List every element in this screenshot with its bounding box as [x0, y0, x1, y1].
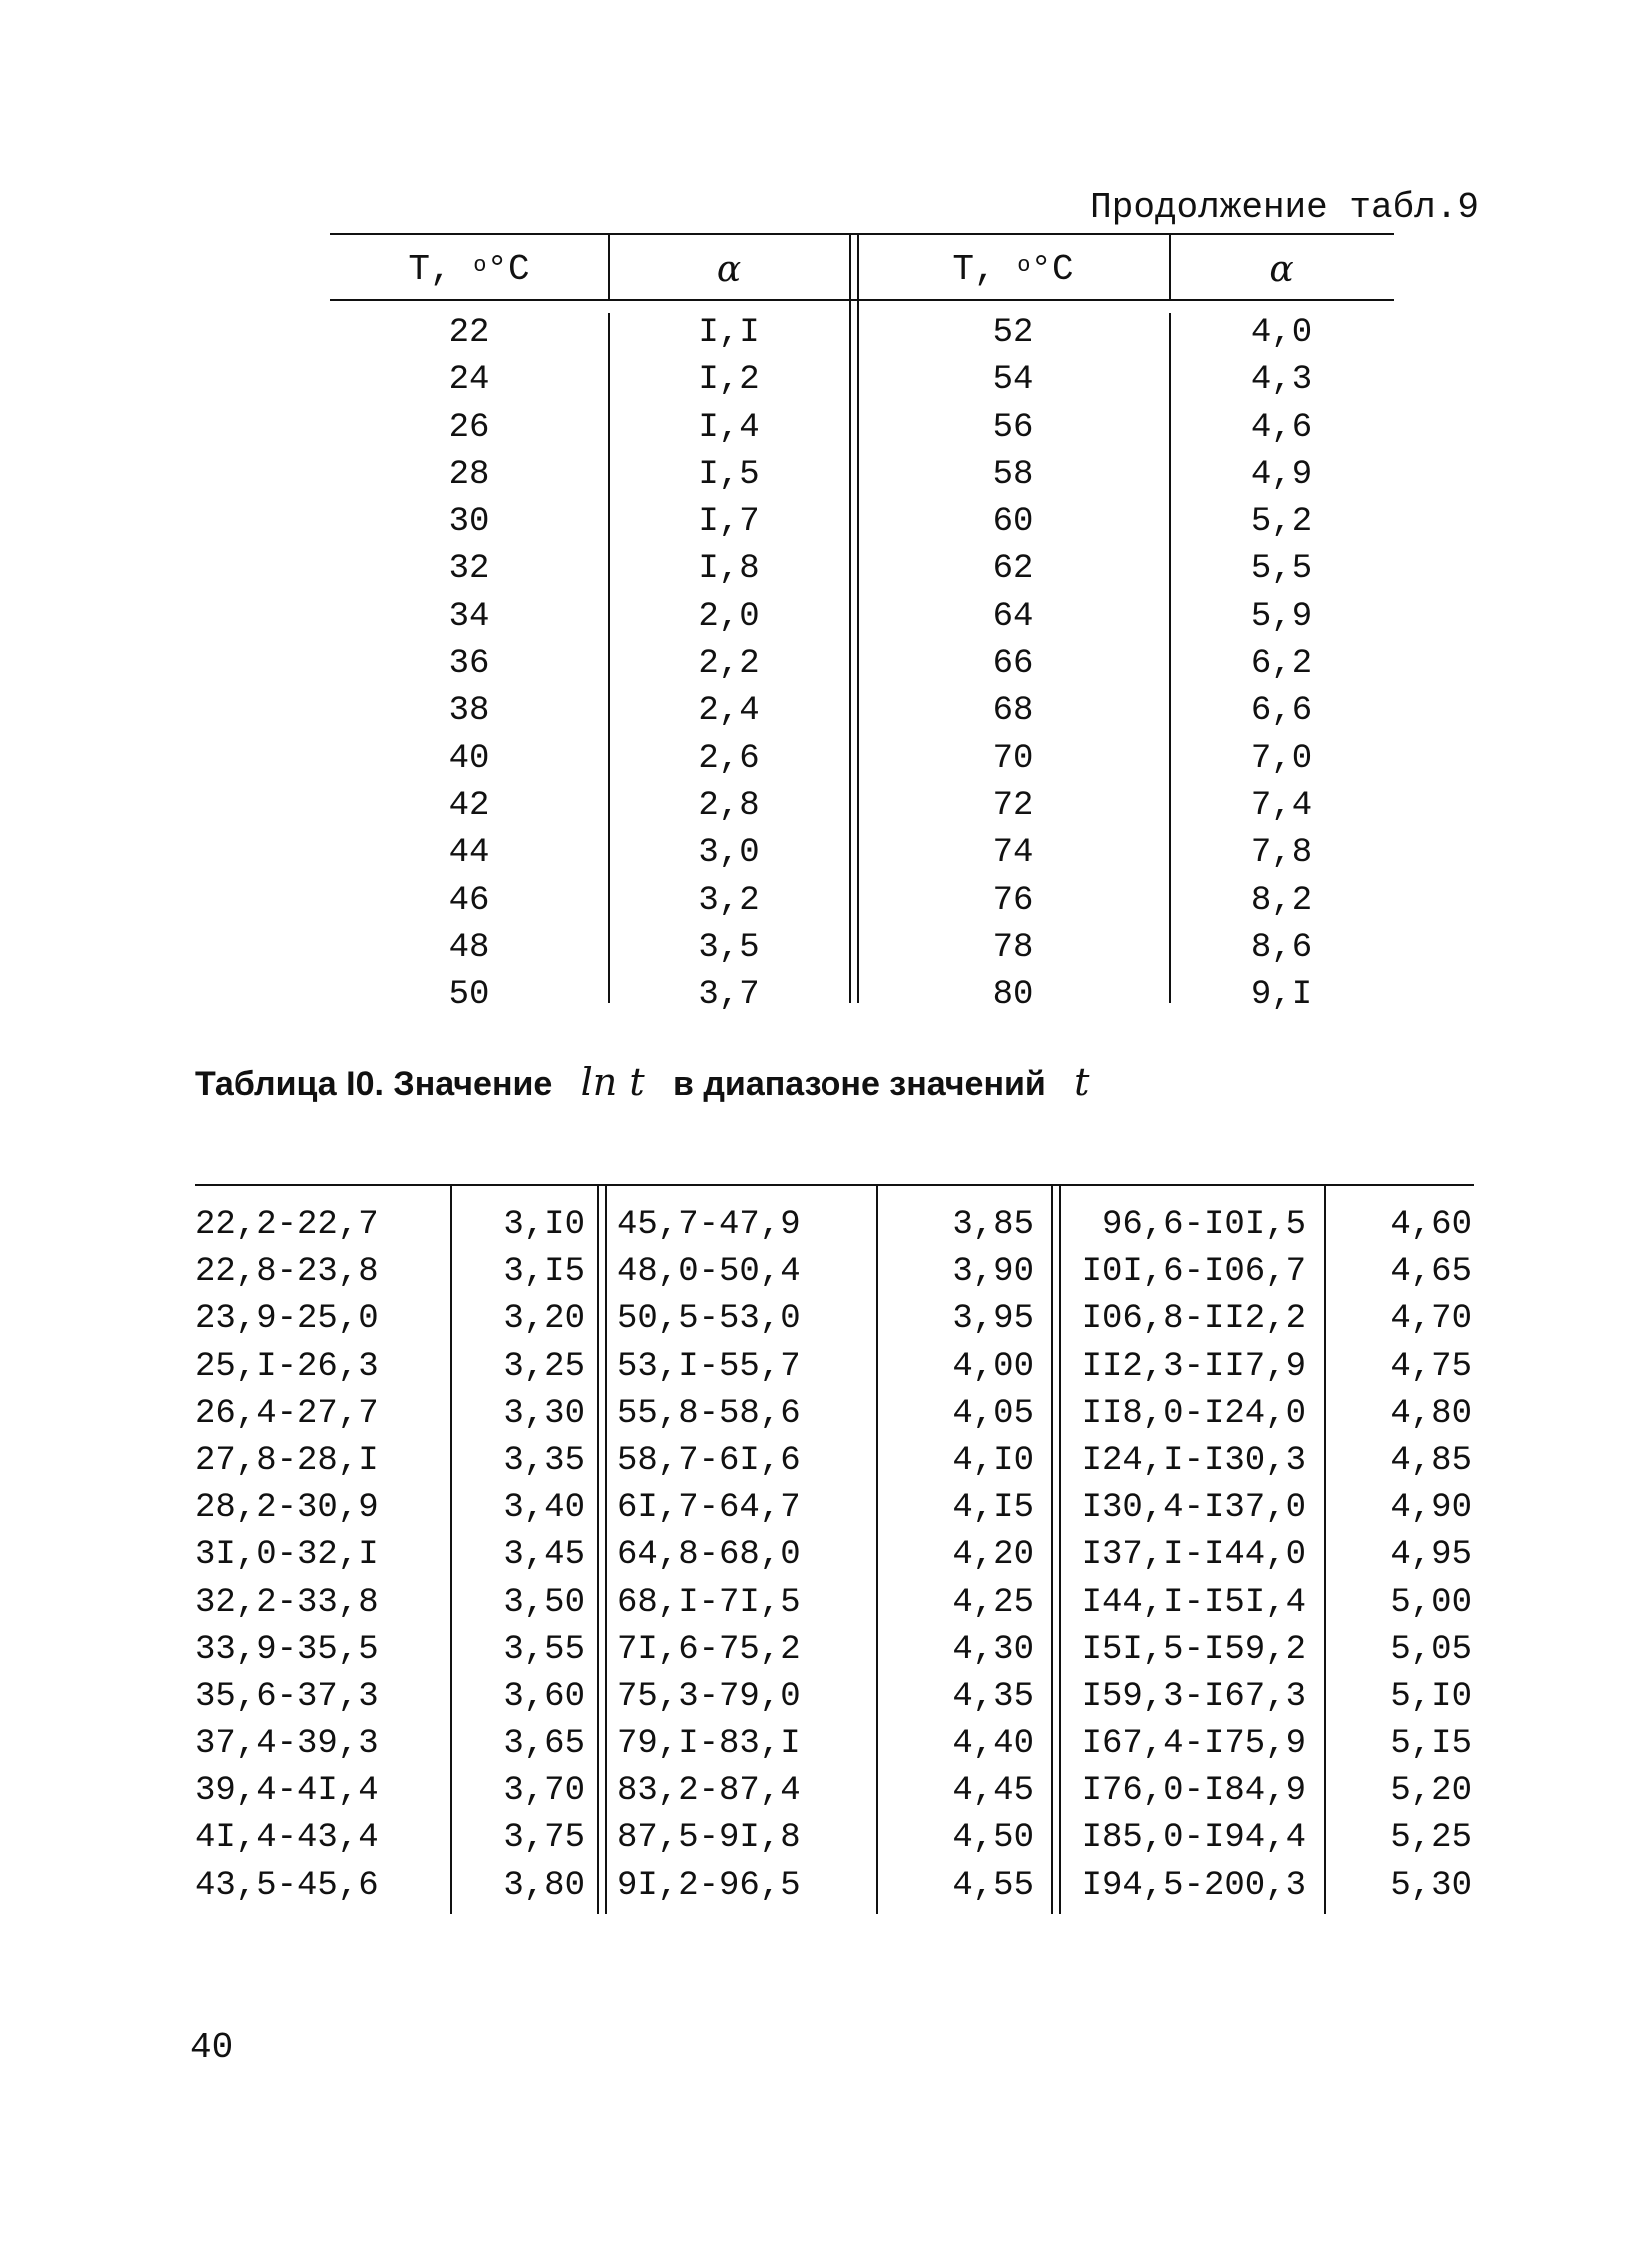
table-cell: 4,40 — [952, 1725, 1034, 1764]
table-cell: 22,8-23,8 — [195, 1253, 379, 1292]
table-cell: 62 — [992, 550, 1034, 589]
table10-double-divider — [1059, 1184, 1061, 1914]
table-cell: 56 — [992, 408, 1034, 447]
table-cell: 4,85 — [1390, 1441, 1472, 1480]
table-cell: 2,6 — [698, 739, 760, 778]
table-cell: 68 — [992, 692, 1034, 731]
table-cell: 3,65 — [503, 1725, 585, 1764]
table-cell: 22 — [448, 314, 490, 352]
degree-mark: o — [1017, 253, 1031, 278]
table-cell: 3,I0 — [503, 1206, 585, 1244]
table-cell: 5,I5 — [1390, 1725, 1472, 1764]
table-cell: 53,I-55,7 — [617, 1347, 801, 1386]
table9-top-rule — [330, 233, 1394, 235]
table-cell: I30,4-I37,0 — [1081, 1489, 1306, 1528]
table-cell: 22,2-22,7 — [195, 1206, 379, 1244]
degree-mark: o — [473, 253, 487, 278]
table-cell: 3,0 — [698, 834, 760, 873]
table-cell: 79,I-83,I — [617, 1725, 801, 1764]
table-cell: 4,0 — [1250, 314, 1313, 352]
table-cell: 36 — [448, 645, 490, 684]
table-cell: I37,I-I44,0 — [1081, 1536, 1306, 1575]
table10-col-range-2 — [617, 1202, 871, 1910]
table-cell: 28 — [448, 455, 490, 494]
table10-col-range-1 — [195, 1202, 445, 1910]
table-cell: 4,I0 — [952, 1441, 1034, 1480]
table10-double-divider — [605, 1184, 607, 1914]
table-cell: 5,I0 — [1390, 1677, 1472, 1716]
table-cell: 58 — [992, 455, 1034, 494]
table-cell: 5,2 — [1250, 503, 1313, 542]
table-cell: 25,I-26,3 — [195, 1347, 379, 1386]
table-cell: 75,3-79,0 — [617, 1677, 801, 1716]
table-cell: 6,6 — [1250, 692, 1313, 731]
table-cell: I76,0-I84,9 — [1081, 1772, 1306, 1811]
table10-divider — [876, 1184, 878, 1914]
table-cell: 33,9-35,5 — [195, 1630, 379, 1669]
table-cell: 4,80 — [1390, 1394, 1472, 1433]
table-cell: 8,2 — [1250, 881, 1313, 920]
table9-col-alpha-right — [1169, 310, 1394, 1019]
table-cell: 4,3 — [1250, 361, 1313, 400]
table-cell: 4,55 — [952, 1866, 1034, 1905]
table10-title-func: ln t — [580, 1060, 645, 1104]
table-cell: II8,0-I24,0 — [1081, 1394, 1306, 1433]
table-cell: 35,6-37,3 — [195, 1677, 379, 1716]
table-cell: 38 — [448, 692, 490, 731]
table9-header-T-left: Т, $^o$°С — [408, 249, 530, 290]
table-cell: 70 — [992, 739, 1034, 778]
table-cell: 7,0 — [1250, 739, 1313, 778]
table9-col-T-right — [857, 310, 1169, 1019]
table9-col-alpha-left — [608, 310, 849, 1019]
table-cell: 3,30 — [503, 1394, 585, 1433]
table-cell: 27,8-28,I — [195, 1441, 379, 1480]
table-cell: 6,2 — [1250, 645, 1313, 684]
table-cell: 7I,6-75,2 — [617, 1630, 801, 1669]
table10-double-divider — [1051, 1184, 1053, 1914]
table-cell: 3I,0-32,I — [195, 1536, 379, 1575]
table-cell: I67,4-I75,9 — [1081, 1725, 1306, 1764]
table9-header-rule — [330, 299, 1394, 301]
table-cell: 76 — [992, 881, 1034, 920]
table-cell: 4,95 — [1390, 1536, 1472, 1575]
table-cell: 4I,4-43,4 — [195, 1819, 379, 1858]
table-cell: 83,2-87,4 — [617, 1772, 801, 1811]
table-cell: 23,9-25,0 — [195, 1300, 379, 1339]
table10-col-value-3 — [1334, 1202, 1472, 1910]
table-cell: 3,20 — [503, 1300, 585, 1339]
table-cell: 54 — [992, 361, 1034, 400]
table-cell: 96,6-I0I,5 — [1101, 1206, 1306, 1244]
table-cell: 87,5-9I,8 — [617, 1819, 801, 1858]
table-cell: 3,I5 — [503, 1253, 585, 1292]
table-cell: 4,50 — [952, 1819, 1034, 1858]
table-cell: 3,40 — [503, 1489, 585, 1528]
table-cell: 3,45 — [503, 1536, 585, 1575]
table-cell: I06,8-II2,2 — [1081, 1300, 1306, 1339]
table-cell: 3,5 — [698, 928, 760, 967]
table-cell: 3,85 — [952, 1206, 1034, 1244]
table-cell: 4,9 — [1250, 455, 1313, 494]
table-cell: 9,I — [1250, 976, 1313, 1015]
table-cell: 2,8 — [698, 786, 760, 825]
table-cell: 72 — [992, 786, 1034, 825]
table10-divider — [1324, 1184, 1326, 1914]
table-cell: I,8 — [698, 550, 760, 589]
table-cell: I,5 — [698, 455, 760, 494]
table-cell: 2,2 — [698, 645, 760, 684]
table-cell: 7,8 — [1250, 834, 1313, 873]
table-cell: I94,5-200,3 — [1081, 1866, 1306, 1905]
table-cell: 39,4-4I,4 — [195, 1772, 379, 1811]
table-cell: 4,00 — [952, 1347, 1034, 1386]
table10-title-mid: в диапазоне значений — [672, 1065, 1046, 1103]
table-cell: 4,45 — [952, 1772, 1034, 1811]
table9-header-alpha-left: α — [716, 249, 742, 290]
table-cell: 45,7-47,9 — [617, 1206, 801, 1244]
table9-header-T-right: Т, $^o$°С — [952, 249, 1074, 290]
table10-top-rule — [195, 1184, 1474, 1186]
table-cell: 26 — [448, 408, 490, 447]
table-cell: 4,70 — [1390, 1300, 1472, 1339]
table-cell: 3,35 — [503, 1441, 585, 1480]
table-cell: 5,25 — [1390, 1819, 1472, 1858]
table10-title — [195, 1060, 1089, 1104]
table-cell: 5,30 — [1390, 1866, 1472, 1905]
table-cell: 9I,2-96,5 — [617, 1866, 801, 1905]
table-cell: 48,0-50,4 — [617, 1253, 801, 1292]
table-cell: 6I,7-64,7 — [617, 1489, 801, 1528]
table-cell: 80 — [992, 976, 1034, 1015]
table-cell: 3,60 — [503, 1677, 585, 1716]
table10-col-value-1 — [457, 1202, 585, 1910]
table-cell: I44,I-I5I,4 — [1081, 1583, 1306, 1622]
table-cell: 4,6 — [1250, 408, 1313, 447]
table-cell: 3,2 — [698, 881, 760, 920]
table-cell: I,2 — [698, 361, 760, 400]
table-cell: 52 — [992, 314, 1034, 352]
table-cell: 28,2-30,9 — [195, 1489, 379, 1528]
table-cell: 5,20 — [1390, 1772, 1472, 1811]
page-number: 40 — [190, 2027, 234, 2068]
table-cell: 37,4-39,3 — [195, 1725, 379, 1764]
table-cell: 66 — [992, 645, 1034, 684]
table9-double-divider — [849, 233, 851, 1003]
table-cell: I,7 — [698, 503, 760, 542]
table-cell: 50 — [448, 976, 490, 1015]
table-cell: 5,05 — [1390, 1630, 1472, 1669]
table-cell: 3,90 — [952, 1253, 1034, 1292]
table-cell: I,I — [698, 314, 760, 352]
table-cell: 5,9 — [1250, 597, 1313, 636]
table-cell: 2,0 — [698, 597, 760, 636]
table-cell: 46 — [448, 881, 490, 920]
table10-col-range-3 — [1066, 1202, 1306, 1910]
table-cell: 7,4 — [1250, 786, 1313, 825]
table-cell: 3,50 — [503, 1583, 585, 1622]
table-cell: I,4 — [698, 408, 760, 447]
table-cell: 2,4 — [698, 692, 760, 731]
table-cell: 3,7 — [698, 976, 760, 1015]
table-cell: 4,30 — [952, 1630, 1034, 1669]
table-cell: I85,0-I94,4 — [1081, 1819, 1306, 1858]
table-cell: 4,20 — [952, 1536, 1034, 1575]
table-cell: 3,25 — [503, 1347, 585, 1386]
table-cell: 32 — [448, 550, 490, 589]
table-cell: 42 — [448, 786, 490, 825]
table-cell: 4,65 — [1390, 1253, 1472, 1292]
table-cell: 74 — [992, 834, 1034, 873]
table-cell: 4,I5 — [952, 1489, 1034, 1528]
table-cell: 34 — [448, 597, 490, 636]
table-cell: 3,55 — [503, 1630, 585, 1669]
table-cell: 24 — [448, 361, 490, 400]
table9-continuation-caption: Продолжение табл.9 — [1090, 187, 1479, 228]
table-cell: II2,3-II7,9 — [1081, 1347, 1306, 1386]
table-cell: 4,25 — [952, 1583, 1034, 1622]
table-cell: 32,2-33,8 — [195, 1583, 379, 1622]
table-cell: 4,75 — [1390, 1347, 1472, 1386]
table9-col-T-left — [330, 310, 608, 1019]
table-cell: 78 — [992, 928, 1034, 967]
table10-double-divider — [597, 1184, 599, 1914]
table-cell: 60 — [992, 503, 1034, 542]
table-cell: 68,I-7I,5 — [617, 1583, 801, 1622]
table-cell: I0I,6-I06,7 — [1081, 1253, 1306, 1292]
table-cell: I59,3-I67,3 — [1081, 1677, 1306, 1716]
table-cell: I24,I-I30,3 — [1081, 1441, 1306, 1480]
table10-title-var: t — [1074, 1060, 1090, 1104]
table-cell: 58,7-6I,6 — [617, 1441, 801, 1480]
table-cell: I5I,5-I59,2 — [1081, 1630, 1306, 1669]
table-cell: 50,5-53,0 — [617, 1300, 801, 1339]
table-cell: 5,00 — [1390, 1583, 1472, 1622]
table-cell: 4,05 — [952, 1394, 1034, 1433]
table-cell: 3,70 — [503, 1772, 585, 1811]
table-cell: 30 — [448, 503, 490, 542]
table-cell: 4,90 — [1390, 1489, 1472, 1528]
table-cell: 48 — [448, 928, 490, 967]
table-cell: 40 — [448, 739, 490, 778]
table-cell: 3,95 — [952, 1300, 1034, 1339]
table10-title-prefix: Таблица I0. Значение — [195, 1065, 553, 1103]
table-cell: 4,60 — [1390, 1206, 1472, 1244]
table-cell: 43,5-45,6 — [195, 1866, 379, 1905]
table-cell: 4,35 — [952, 1677, 1034, 1716]
table-cell: 5,5 — [1250, 550, 1313, 589]
table-cell: 3,80 — [503, 1866, 585, 1905]
table-cell: 55,8-58,6 — [617, 1394, 801, 1433]
table-cell: 8,6 — [1250, 928, 1313, 967]
table-cell: 26,4-27,7 — [195, 1394, 379, 1433]
table9-header-alpha-right: α — [1269, 249, 1294, 290]
table-cell: 64,8-68,0 — [617, 1536, 801, 1575]
table-cell: 64 — [992, 597, 1034, 636]
table10-col-value-2 — [884, 1202, 1034, 1910]
table-cell: 3,75 — [503, 1819, 585, 1858]
table10-divider — [450, 1184, 452, 1914]
table-cell: 44 — [448, 834, 490, 873]
